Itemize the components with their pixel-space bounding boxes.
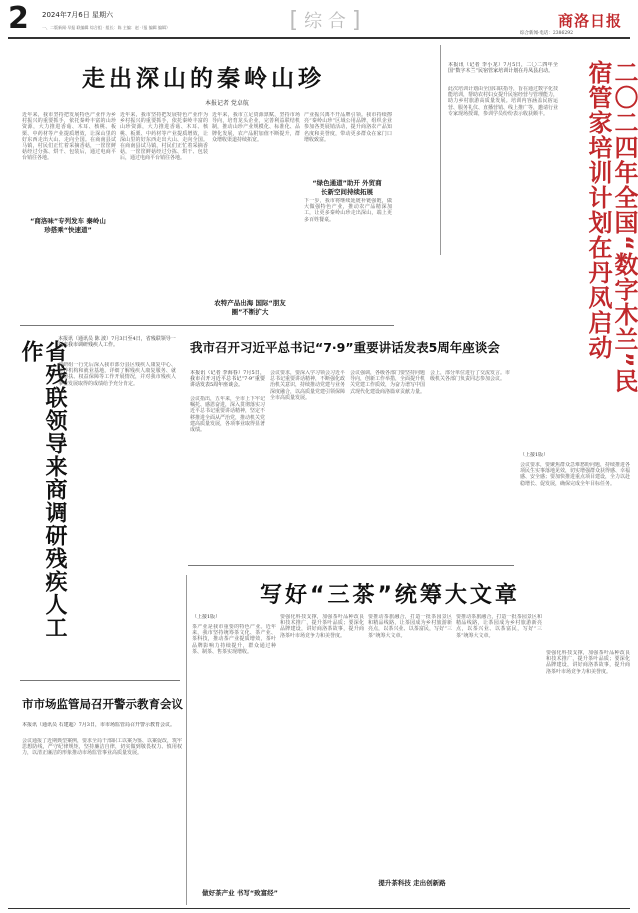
a5-headline: 市市场监管局召开警示教育会议	[22, 697, 183, 711]
newspaper-logo: 商洛日报	[558, 12, 623, 30]
a4-col3: 会议强调，各级各部门要坚持问题导向，创新工作举措，全面提升机关党建工作质效，为奋力谱写中国式现代化建设商洛篇章贡献力量。	[350, 370, 425, 395]
a1-sub3: “绿色通道”助开 外贸商长新空间持续拓展	[312, 179, 382, 196]
a1-col3: 产业振兴离不开品牌引领。我市持续擦亮“秦岭山珍”区域公用品牌，组织企业参加各类展销活动，提升商洛农产品知名度和美誉度，带动更多群众在家门口增收致富。	[304, 112, 392, 143]
a1-bottom-rule	[20, 325, 394, 326]
section-title: 综 合	[304, 11, 346, 32]
a4-col4: 会上，部分单位进行了交流发言。市级机关各部门负责同志参加会议。	[430, 370, 510, 383]
a6-col3: 要推动茶旅融合，打造一批茶园景区和精品线路，让茶园成为乡村旅游新亮点，以茶兴业、以茶富民，写好“三茶”统筹大文章。	[368, 614, 452, 639]
a5-top-rule	[20, 680, 180, 681]
section-label: [ 综 合 ]	[289, 7, 361, 33]
a1-byline: 本报记者 党卓航	[205, 100, 249, 107]
a6-col4: 要推动茶旅融合，打造一批茶园景区和精品线路，让茶园成为乡村旅游新亮点，以茶兴业、以茶富民，写好“三茶”统筹大文章。	[456, 614, 542, 639]
a7-byline: （上接1版）	[520, 452, 549, 458]
a6-left-rule	[186, 575, 187, 905]
edition-info: 综合新闻·电话：2386292	[520, 31, 573, 36]
a5-body: 会议通报了近期典型案例，要求全局干部职工以案为鉴、以案促改，筑牢思想防线，严守纪律规矩，坚持廉洁自律，切实做到敬畏权力、慎用权力，以清正廉洁的形象推动市场监管事业高质量发展。	[22, 738, 182, 757]
a4-headline: 我市召开习近平总书记“7·9”重要讲话发表5周年座谈会	[190, 340, 500, 355]
a1-sub1: “商洛味”专列发车 秦岭山珍搭乘“快速道”	[30, 217, 106, 234]
a6-headline: 写好“三茶”统筹大文章	[260, 583, 520, 608]
a3-body: 调研组一行先后深入我市部分县区残疾人康复中心、托养机构和就业基地，详细了解残疾人康复服务、就业帮扶、权益保障等工作开展情况，并对我市残疾人事业发展取得的成绩给予充分肯定。	[58, 362, 176, 387]
a6-col5: 要强化科技支撑，加强茶叶品种改良和技术推广，提升茶叶品质；要深化品牌建设，讲好商洛茶故事，提升商洛茶叶市场竞争力和美誉度。	[546, 650, 630, 675]
bottom-rule	[8, 908, 630, 909]
a4-bottom-rule	[188, 565, 514, 566]
a4-byline: 本报讯（记者 李海春）7月5日，我市召开习近平总书记“7·9”重要讲话发表5周年座谈会。	[190, 370, 265, 389]
a2-body: 此次培训计划由全国妇联指导，旨在通过数字化技能培训，帮助农村妇女提升民宿经营与管理能力，助力乡村旅游高质量发展。培训内容涵盖民宿运营、服务礼仪、直播营销、线上推广等，邀请行业专家现场授课，参训学员纷纷表示收获颇丰。	[448, 86, 558, 117]
a6-byline: （上接1版）	[192, 614, 221, 620]
top-info-line: 一、二版新闻·早报 联编辑 综合组 · 组长：陈 主编：赵 ·（报 编辑 编辑）	[42, 25, 170, 30]
a4-col1: 会议指出，五年来，全市上下牢记嘱托、感恩奋进，深入贯彻落实习近平总书记重要讲话精神，坚定不移推进全面从严治党，推动机关党建高质量发展，各项事业取得显著成绩。	[190, 396, 265, 434]
a6-sub2: 提升茶科技 走出创新路	[378, 879, 446, 887]
page-number: 2	[8, 1, 29, 36]
masthead-rule	[8, 37, 630, 39]
a6-sub: 做好茶产业 书写“致富经”	[202, 889, 278, 897]
a1-left-col: 近年来，我市坚持把发展特色产业作为乡村振兴的重要抓手，依托秦岭丰富的山珍资源，大力推进香菇、木耳、核桃、板栗、中药材等产业提质增效，让深山里的好东西走出大山、走向全国。在商南县试马镇，村民们正忙着采摘香菇，一筐筐鲜菇经过分拣、烘干、包装后，通过电商平台销往各地。	[22, 112, 116, 162]
a1-col4: 下一步，我市将继续延链补链强链，做大做强特色产业，推动农产品精深加工，让更多秦岭山珍走出深山，端上更多百姓餐桌。	[304, 198, 392, 223]
a3-headline: 省残联领导来商调研残疾人工作	[18, 340, 67, 639]
a1-col1: 近年来，我市坚持把发展特色产业作为乡村振兴的重要抓手，依托秦岭丰富的山珍资源，大力推进香菇、木耳、核桃、板栗、中药材等产业提质增效，让深山里的好东西走出大山、走向全国。在商南县试马镇，村民们正忙着采摘香菇，一筐筐鲜菇经过分拣、烘干、包装后，通过电商平台销往各地。	[120, 112, 208, 162]
a5-byline: 本报讯（通讯员 石建超）7月3日，市市场监管局召开警示教育会议。	[22, 722, 175, 728]
a1-headline: 走出深山的秦岭山珍	[82, 66, 325, 92]
a3-byline: 本报讯（通讯员 陈 波）7月3日至4日，省残联领导一行来我市调研残疾人工作。	[58, 336, 176, 349]
a4-col2: 会议要求，要深入学习领会习近平总书记重要讲话精神，不断强化政治机关意识，持续推动党建与业务深度融合，以高质量党建引领保障全市高质量发展。	[270, 370, 345, 401]
issue-date: 2024年7月6日 星期六	[42, 11, 113, 19]
a7-body: 会议要求，要聚焦群众急难愁盼问题，持续推进各项民生实事落地见效，切实增强群众获得感、幸福感、安全感；要加快推进重点项目建设，全力以赴稳增长、促发展，确保完成全年目标任务。	[520, 462, 630, 487]
a2-left-rule	[440, 45, 441, 255]
a2-byline: 本报讯（记者 李小龙）7月5日，二〇二四年全国“数字木兰”民宿管家培训计划在丹凤县启动。	[448, 62, 558, 75]
a1-col2: 近年来，我市立足资源禀赋，坚持市场导向，培育龙头企业，完善利益联结机制，推动山珍产业规模化、标准化、品牌化发展，农产品附加值不断提升，群众增收渠道持续拓宽。	[212, 112, 300, 143]
a6-col2: 要强化科技支撑，加强茶叶品种改良和技术推广，提升茶叶品质；要深化品牌建设，讲好商洛茶故事，提升商洛茶叶市场竞争力和美誉度。	[280, 614, 364, 639]
a2-headline: 二〇二四年全国“数字木兰”民宿管家培训计划在丹凤启动	[584, 60, 638, 394]
a1-sub2: 农特产品出海 国际“朋友圈”不断扩大	[214, 299, 286, 316]
a6-col1: 茶产业是我市重要的特色产业。近年来，我市坚持统筹茶文化、茶产业、茶科技，推动茶产业提质增效，茶叶品牌影响力持续提升，群众通过种茶、制茶、售茶实现增收。	[192, 624, 276, 655]
